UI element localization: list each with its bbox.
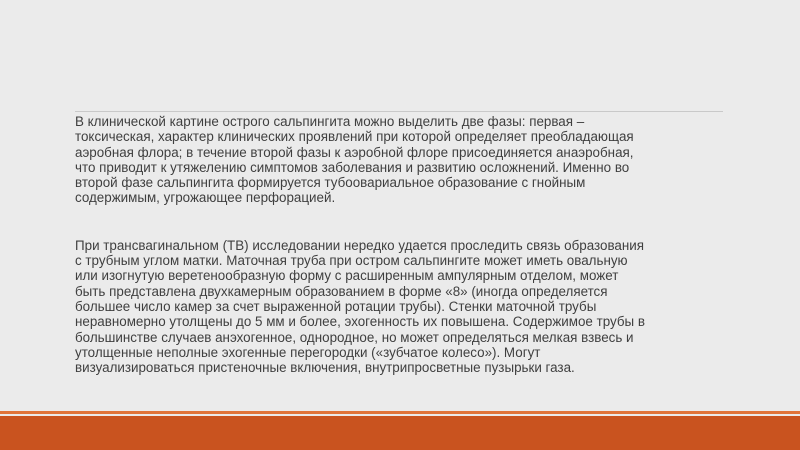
footer-bar	[0, 416, 800, 450]
paragraph-transvaginal-exam: При трансвагинальном (ТВ) исследовании нередко удается проследить связь образования с трубным углом матки. Маточная труба при остром сальпингите может иметь овальную или изогнутую веретенообразную форму с расширенным ампулярным отделом, может быть представлена двухкамерным образованием в форме «8» (иногда определяется большее число камер за счет выраженной ротации трубы). Стенки маточной трубы неравномерно утолщены до 5 мм и более, эхогенность их повышена. Содержимое трубы в большинстве случаев анэхогенное, однородное, но может определяться мелкая взвесь и утолщенные неполные эхогенные перегородки («зубчатое колесо»). Могут визуализироваться пристеночные включения, внутрипросветные пузырьки газа.	[75, 237, 645, 376]
slide-body	[75, 114, 735, 375]
footer-accent-line	[0, 411, 800, 414]
paragraph-phases: В клинической картине острого сальпингита можно выделить две фазы: первая – токсическая, характер клинических проявлений при которой определяет преобладающая аэробная флора; в течение второй фазы к аэробной флоре присоединяется анаэробная, что приводит к утяжелению симптомов заболевания и развитию осложнений. Именно во второй фазе сальпингита формируется тубоовариальное образование с гнойным содержимым, угрожающее перфорацией.	[75, 114, 634, 206]
title-divider-line	[75, 111, 723, 112]
